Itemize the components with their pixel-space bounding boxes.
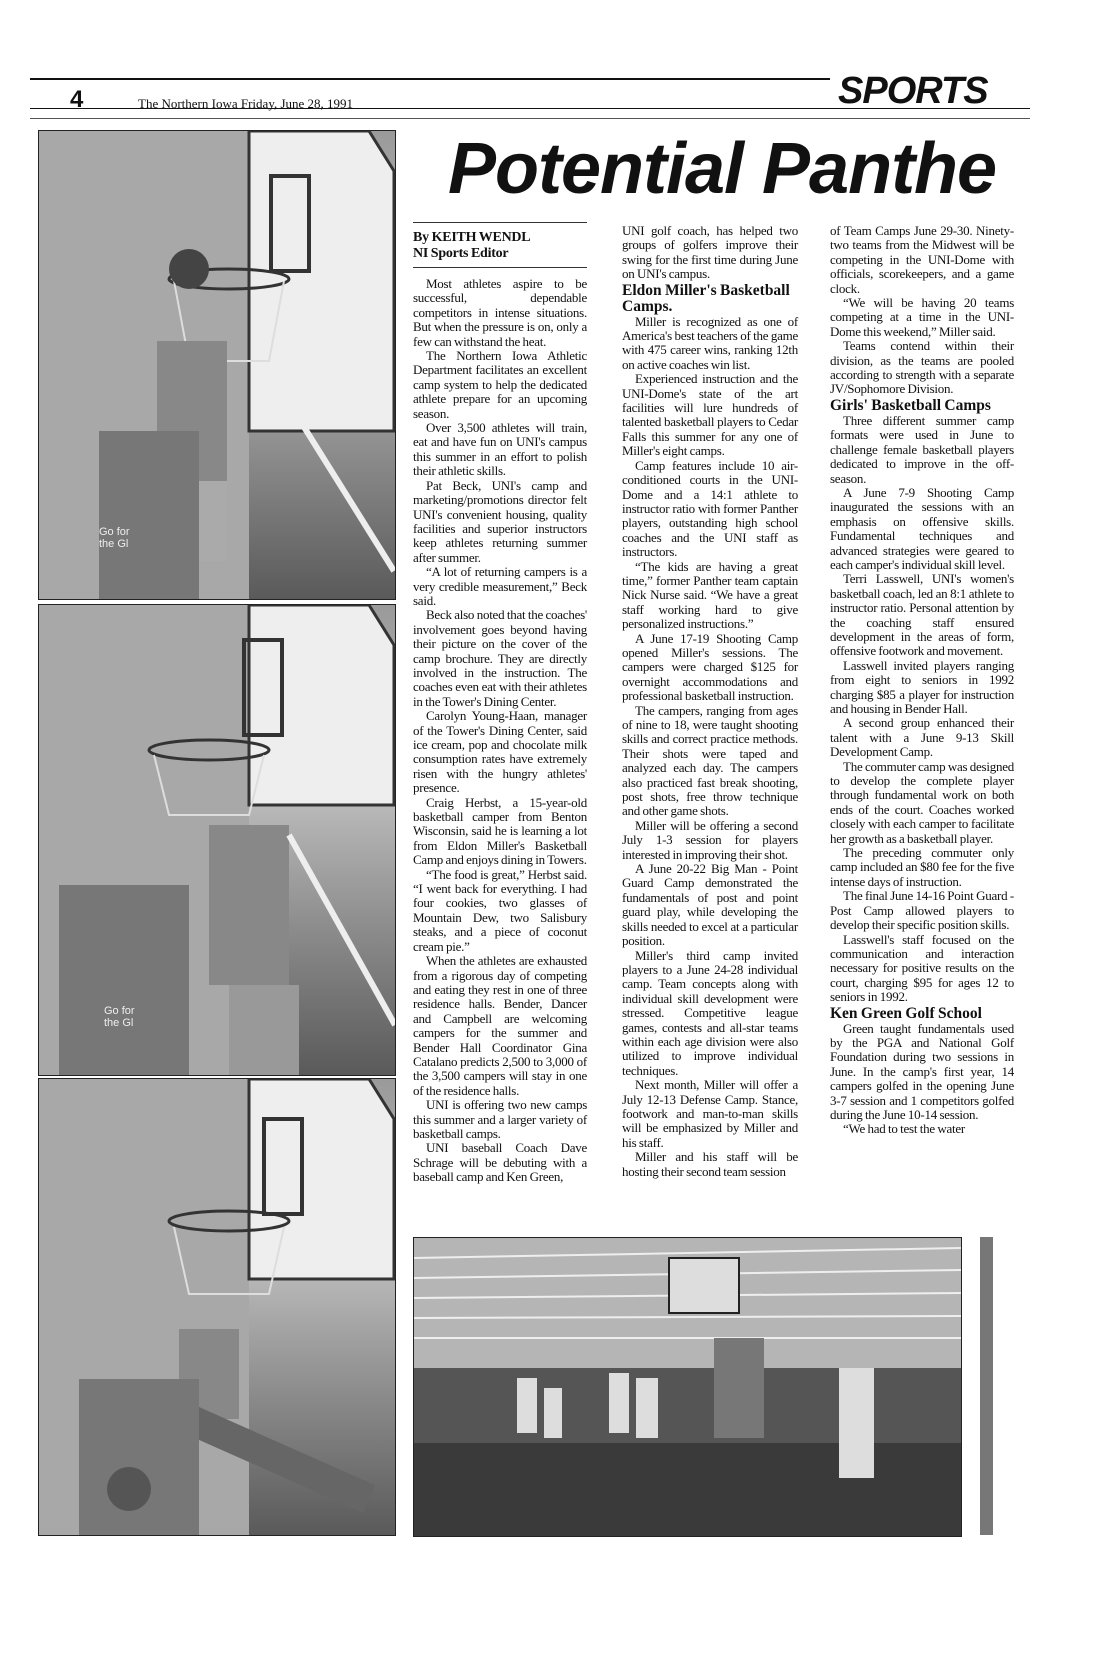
paragraph: “The kids are having a great time,” former Panther team captain Nick Nurse said. “We have a great staff working hard to give personalized instructions.” [622,558,798,632]
paragraph: The campers, ranging from ages of nine to 18, were taught shooting skills and correct practice methods. Their shots were taped and analyzed each day. The campers also practiced fast break shooting, post shots, free throw technique and other game shots. [622,702,798,819]
paragraph: Over 3,500 athletes will train, eat and have fun on UNI's campus this summer in an effort to polish their athletic skills. [413,420,587,479]
headline: Potential Panthe [448,129,997,209]
paragraph: “We will be having 20 teams competing at a time in the UNI-Dome this weekend,” Miller said. [830,295,1014,339]
paragraph: A June 17-19 Shooting Camp opened Miller's sessions. The campers were charged $125 for overnight accommodations and professional basketball instruction. [622,630,798,704]
paragraph: The Northern Iowa Athletic Department facilitates an excellent camp system to help the dedicated athlete prepare for an upcoming season. [413,348,587,421]
subheading: Girls' Basketball Camps [830,396,991,414]
paragraph: Lasswell invited players ranging from eight to seniors in 1992 charging $85 a player for instruction and housing in Bender Hall. [830,657,1014,716]
paragraph: Experienced instruction and the UNI-Dome's state of the art facilities will lure hundreds of talented basketball players to Cedar Falls this summer for any one of Miller's eight camps. [622,371,798,459]
paragraph: Miller is recognized as one of America's best teachers of the game with 475 career wins, ranking 12th on active coaches win list. [622,313,798,372]
paragraph: When the athletes are exhausted from a rigorous day of competing and eating they rest in one of three residence halls. Bender, Dancer and Campbell are welcoming campers for the summer and Bender Hall Coordinator Gina Catalano predicts 2,500 to 3,000 of the 3,500 campers will stay in one of the residence halls. [413,953,587,1098]
paragraph: “We had to test the water [843,1121,965,1137]
article-column-1 [413,222,587,1185]
paragraph: UNI baseball Coach Dave Schrage will be debuting with a baseball camp and Ken Green, [413,1140,587,1185]
byline: By KEITH WENDL NI Sports Editor [413,222,587,268]
paragraph: Lasswell's staff focused on the communication and interaction necessary for positive results on the court, charging $95 for ages 12 to seniors in 1992. [830,931,1014,1005]
subheading: Eldon Miller's Basketball Camps. [622,281,790,315]
photo-dunk-2 [38,604,396,1076]
paragraph: of Team Camps June 29-30. Ninety-two teams from the Midwest will be competing in the UNI-Dome with officials, scorekeepers, and a game clock. [830,223,1014,296]
paragraph: A June 7-9 Shooting Camp inaugurated the sessions with an emphasis on offensive skills. Fundamental techniques and advanced strategies were geared to each camper's individual skill level. [830,484,1014,572]
paragraph: UNI golf coach, has helped two groups of golfers improve their swing for the first time during June on UNI's campus. [622,223,798,282]
photo-court-campers [413,1237,962,1537]
paragraph: UNI is offering two new camps this summer and a larger variety of basketball camps. [413,1097,587,1141]
paragraph: Teams contend within their division, as the teams are pooled according to strength with a separate JV/Sophomore Division. [830,338,1014,397]
paragraph: “The food is great,” Herbst said. “I went back for everything. I had four cookies, two glasses of Mountain Dew, two Salisbury steaks, and a piece of coconut cream pie.” [413,866,587,954]
photo-dunk-3 [38,1078,396,1536]
paragraph: The final June 14-16 Point Guard - Post Camp allowed players to develop their specific position skills. [830,888,1014,933]
subheading: Ken Green Golf School [830,1004,982,1022]
paragraph: A June 20-22 Big Man - Point Guard Camp demonstrated the fundamentals of post and point guard play, while developing the skills needed to excel at a particular position. [622,861,798,949]
section-title: SPORTS [838,70,988,112]
paragraph: Miller's third camp invited players to a June 24-28 individual camp. Team concepts along with individual skill development were stressed. Competitive league games, contests and all-star teams within each age division were also utilized to improve individual techniques. [622,947,798,1078]
photo-sign-text: Go for the Gl [99,526,130,550]
page-number: 4 [70,86,84,113]
paragraph: Carolyn Young-Haan, manager of the Tower's Dining Center, said ice cream, pop and chocolate milk consumption rates have extremely risen with the hungry athletes' presence. [413,708,587,796]
paragraph: Craig Herbst, a 15-year-old basketball camper from Benton Wisconsin, said he is learning a lot from Eldon Miller's Basketball Camp and enjoys dining in Towers. [413,794,587,868]
photo-edge-strip [980,1237,993,1535]
paragraph: The commuter camp was designed to develop the complete player through fundamental work on both ends of the court. Coaches worked closely with each camper to facilitate her growth as a basketball player. [830,758,1014,846]
paragraph: The preceding commuter only camp included an $80 fee for the five intense days of instruction. [830,845,1014,889]
photo-dunk-1 [38,130,396,600]
masthead: The Northern Iowa Friday, June 28, 1991 [138,96,354,111]
paragraph: Miller and his staff will be hosting their second team session [622,1149,798,1179]
paragraph: Camp features include 10 air-conditioned courts in the UNI-Dome and a 14:1 athlete to instructor ratio with former Panther players, outstanding high school coaches and the UNI staff as instructors. [622,457,798,560]
paragraph: Green taught fundamentals used by the PGA and National Golf Foundation during two sessions in June. In the camp's first year, 14 campers golfed in the opening June 3-7 session and 1 competitors golfed during the June 10-14 session. [830,1020,1014,1122]
photo-sign-text: Go for the Gl [104,1005,135,1029]
paragraph: Beck also noted that the coaches' involvement goes beyond having their picture on the cover of the camp brochure. They are directly involved in the instruction. The coaches even eat with their athletes in the Tower's Dining Center. [413,607,587,709]
article-column-2 [622,224,798,1179]
paragraph: A second group enhanced their talent with a June 9-13 Skill Development Camp. [830,715,1014,760]
paragraph: Terri Lasswell, UNI's women's basketball coach, led an 8:1 athlete to instructor ratio. Personal attention by the coaching staff ensured development in the areas of form, offensive footwork and movement. [830,571,1014,659]
paragraph: Most athletes aspire to be successful, dependable competitors in intense situations. But when the pressure is on, only a few can withstand the heat. [413,276,587,349]
paragraph: “A lot of returning campers is a very credible measurement,” Beck said. [413,564,587,608]
article-column-3 [830,224,1014,1137]
header-rule [30,78,830,80]
paragraph: Pat Beck, UNI's camp and marketing/promotions director felt UNI's convenient housing, quality facilities and superior instructors keep athletes returning summer after summer. [413,477,587,565]
paragraph: Three different summer camp formats were used in June to challenge female basketball players dedicated to improve in the off-season. [830,412,1014,486]
paragraph: Miller will be offering a second July 1-3 session for players interested in improving their shot. [622,817,798,862]
paragraph: Next month, Miller will offer a July 12-13 Defense Camp. Stance, footwork and man-to-man skills will be emphasized by Miller and his staff. [622,1077,798,1150]
header-rule [30,118,1030,119]
